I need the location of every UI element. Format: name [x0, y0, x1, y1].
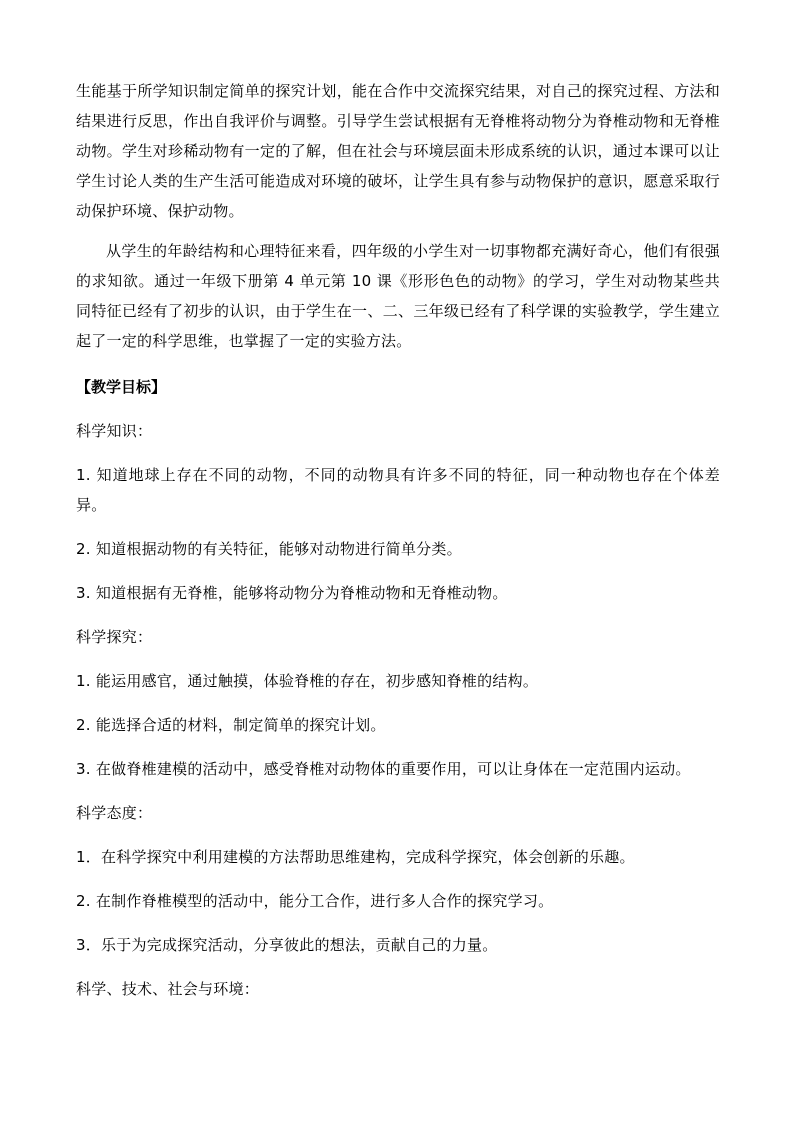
science-knowledge-title: 科学知识：	[76, 422, 153, 440]
inquiry-item-2: 2. 能选择合适的材料，制定简单的探究计划。	[76, 716, 386, 734]
stse-title: 科学、技术、社会与环境：	[76, 980, 260, 998]
inquiry-item-3: 3. 在做脊椎建模的活动中，感受脊椎对动物体的重要作用，可以让身体在一定范围内运动。	[76, 760, 691, 778]
intro-paragraph-2: 从学生的年龄结构和心理特征来看，四年级的小学生对一切事物都充满好奇心，他们有很强的求知欲。通过一年级下册第 4 单元第 10 课《形形色色的动物》的学习，学生对动物某些共同特征已经有了初步的认识，由于学生在一、二、三年级已经有了科学课的实验教学，学生建立起了一定的科学思维，也掌握了一定的实验方法。	[76, 242, 720, 350]
attitude-item-3: 3．乐于为完成探究活动，分享彼此的想法，贡献自己的力量。	[76, 936, 498, 954]
knowledge-item-2: 2. 知道根据动物的有关特征，能够对动物进行简单分类。	[76, 540, 462, 558]
teaching-goals-heading: 【教学目标】	[76, 378, 167, 396]
attitude-item-2: 2. 在制作脊椎模型的活动中，能分工合作，进行多人合作的探究学习。	[76, 892, 554, 910]
knowledge-item-3: 3. 知道根据有无脊椎，能够将动物分为脊椎动物和无脊椎动物。	[76, 584, 508, 602]
intro-paragraph-1: 生能基于所学知识制定简单的探究计划，能在合作中交流探究结果，对自己的探究过程、方法和结果进行反思，作出自我评价与调整。引导学生尝试根据有无脊椎将动物分为脊椎动物和无脊椎动物。学生对珍稀动物有一定的了解，但在社会与环境层面未形成系统的认识，通过本课可以让学生讨论人类的生产生活可能造成对环境的破坏，让学生具有参与动物保护的意识，愿意采取行动保护环境、保护动物。	[76, 82, 720, 220]
attitude-item-1: 1．在科学探究中利用建模的方法帮助思维建构，完成科学探究，体会创新的乐趣。	[76, 848, 635, 866]
science-inquiry-title: 科学探究：	[76, 628, 153, 646]
knowledge-item-1: 1. 知道地球上存在不同的动物，不同的动物具有许多不同的特征，同一种动物也存在个体差异。	[76, 466, 720, 514]
inquiry-item-1: 1. 能运用感官，通过触摸，体验脊椎的存在，初步感知脊椎的结构。	[76, 672, 539, 690]
document-body	[76, 76, 720, 1004]
science-attitude-title: 科学态度：	[76, 804, 153, 822]
